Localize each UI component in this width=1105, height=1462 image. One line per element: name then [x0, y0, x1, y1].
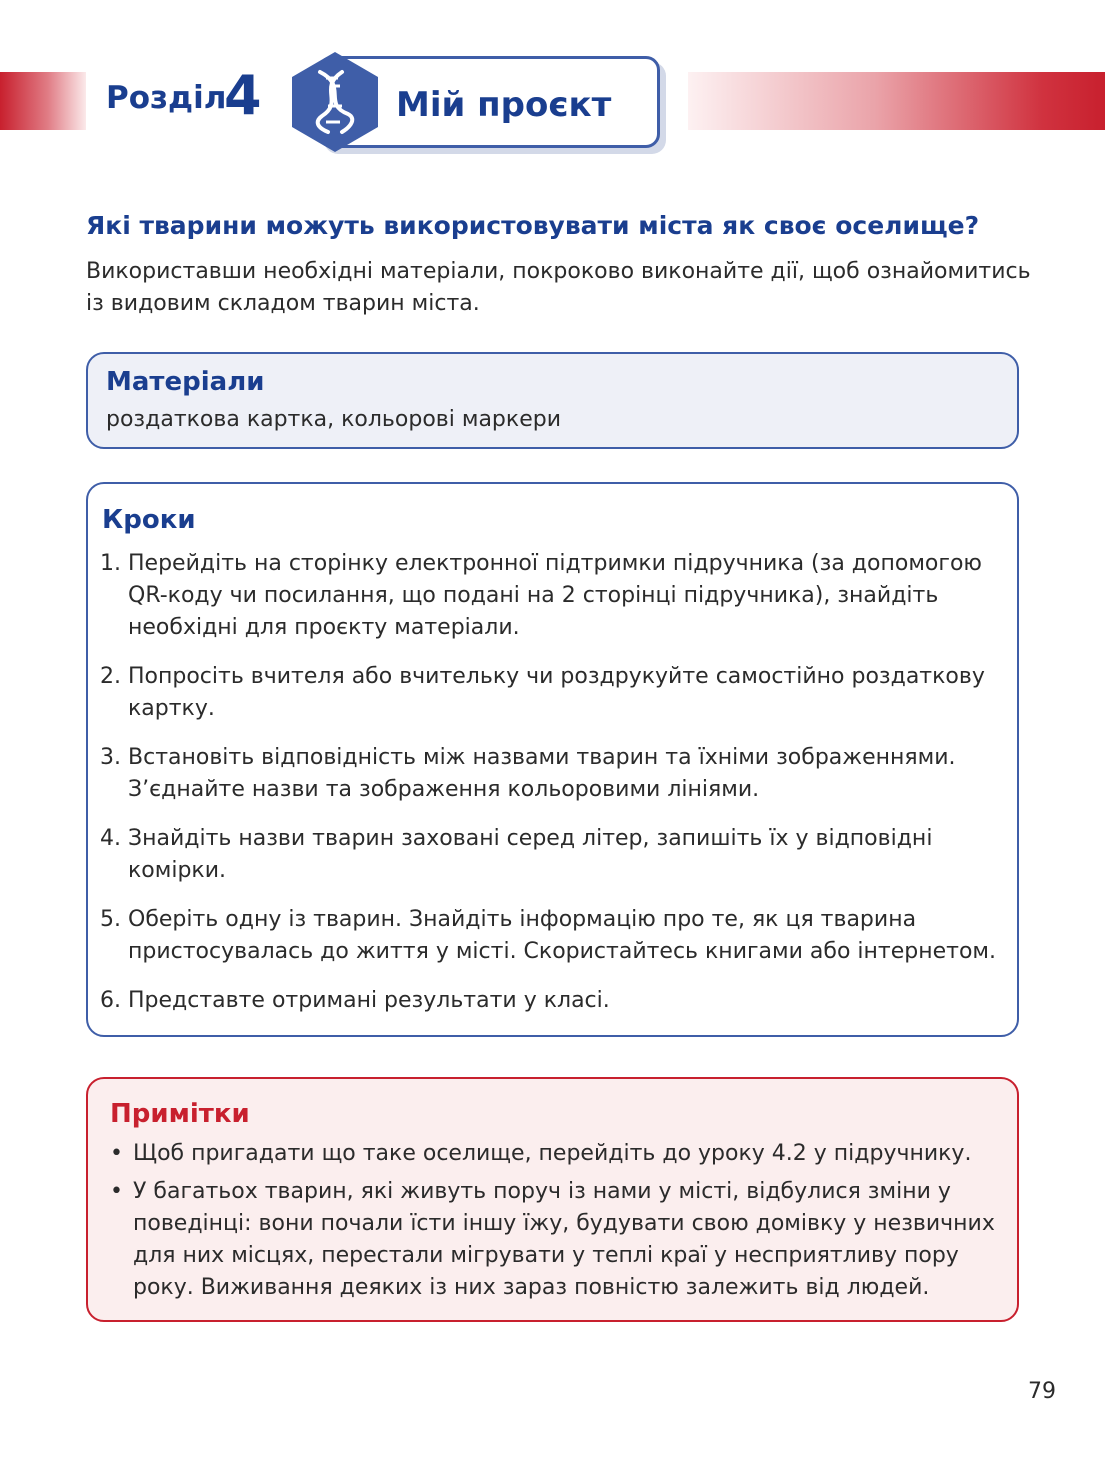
step-text: Попросіть вчителя або вчительку чи роздрукуйте самостійно роздаткову картку.: [128, 664, 985, 721]
note-text: У багатьох тварин, які живуть поруч із нами у місті, відбулися зміни у поведінці: вони почали їсти іншу їжу, будувати свою домівку у незвичних для них місцях, перестали мігрувати у теплі краї у несприятливу пору року. Виживання деяких із них зараз повністю залежить від людей.: [133, 1179, 995, 1300]
step-number: 5.: [100, 907, 121, 932]
note-item: [110, 1138, 1005, 1170]
note-item: [110, 1176, 1005, 1304]
page-number: 79: [1028, 1379, 1056, 1404]
step-item: [100, 823, 1005, 887]
bullet-icon: •: [110, 1141, 123, 1166]
intro-text: Використавши необхідні матеріали, покроково виконайте дії, щоб ознайомитись із видовим складом тварин міста.: [86, 259, 1031, 316]
header-band-left: [0, 72, 86, 130]
step-number: 2.: [100, 664, 121, 689]
step-text: Знайдіть назви тварин заховані серед літер, запишіть їх у відповідні комірки.: [128, 826, 933, 883]
materials-text: роздаткова картка, кольорові маркери: [106, 407, 561, 432]
header-band-right: [688, 72, 1105, 130]
page-title: Мій проєкт: [396, 85, 612, 125]
step-item: [100, 904, 1005, 968]
step-number: 6.: [100, 988, 121, 1013]
step-text: Перейдіть на сторінку електронної підтримки підручника (за допомогою QR-коду чи посилання, що подані на 2 сторінці підручника), знайдіть необхідні для проєкту матеріали.: [128, 551, 982, 640]
step-item: [100, 661, 1005, 725]
step-number: 1.: [100, 551, 121, 576]
step-item: [100, 742, 1005, 806]
bullet-icon: •: [110, 1179, 123, 1204]
project-question: Які тварини можуть використовувати міста як своє оселище?: [86, 211, 980, 240]
step-text: Оберіть одну із тварин. Знайдіть інформацію про те, як ця тварина пристосувалась до життя у місті. Скористайтесь книгами або інтернетом.: [128, 907, 997, 964]
step-number: 4.: [100, 826, 121, 851]
step-text: Представте отримані результати у класі.: [128, 988, 610, 1013]
step-text: Встановіть відповідність між назвами тварин та їхніми зображеннями. З’єднайте назви та зображення кольоровими лініями.: [128, 745, 956, 802]
materials-title: Матеріали: [106, 367, 265, 397]
section-label: Розділ: [106, 80, 227, 116]
notes-title: Примітки: [110, 1099, 250, 1129]
note-text: Щоб пригадати що таке оселище, перейдіть до уроку 4.2 у підручнику.: [133, 1141, 972, 1166]
step-item: [100, 985, 1005, 1017]
section-number: 4: [224, 64, 262, 127]
step-item: [100, 548, 1005, 644]
step-number: 3.: [100, 745, 121, 770]
steps-title: Кроки: [102, 505, 196, 535]
dna-icon: [290, 50, 380, 154]
